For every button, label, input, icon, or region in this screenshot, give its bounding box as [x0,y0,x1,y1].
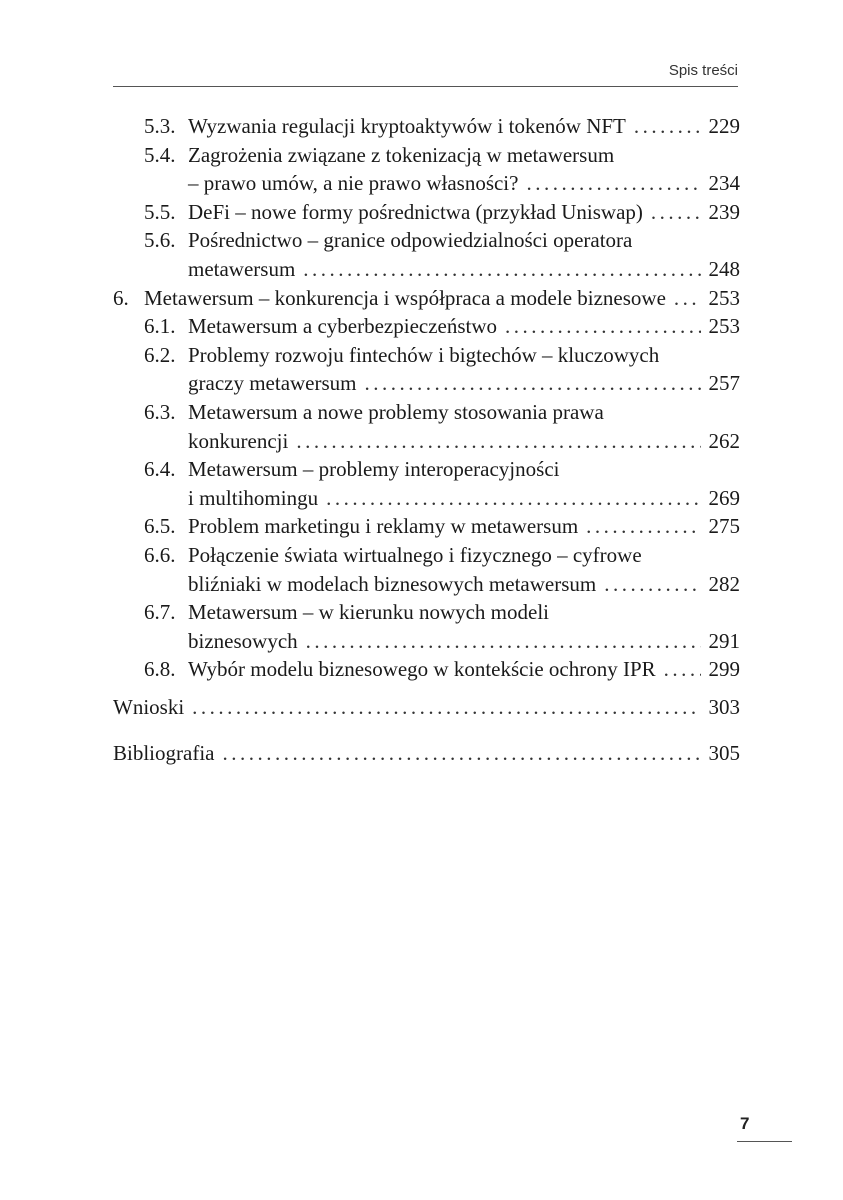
toc-line [113,284,740,313]
toc-leader-dots [365,369,701,398]
toc-entry-title: konkurencji [188,428,289,453]
footer-rule [737,1141,792,1142]
toc-number: 6.3. [144,399,176,424]
page-number: 7 [740,1114,750,1133]
toc-line [113,198,740,227]
toc-entry-title: – prawo umów, a nie prawo własności? [188,171,519,196]
toc-page-number: 253 [708,285,740,310]
toc-entry-title: Problemy rozwoju fintechów i bigtechów – kluczowych [188,342,660,367]
toc-number: 6.6. [144,542,176,567]
toc-number: 6.5. [144,514,176,539]
toc-page-number: 248 [708,256,740,281]
toc-leader-dots [192,693,700,722]
toc-line [113,570,740,599]
toc-line [113,169,740,198]
toc-number: 6.2. [144,342,176,367]
toc-line [113,541,740,570]
table-of-contents [113,112,740,777]
toc-line [113,369,740,398]
toc-entry-title: Problem marketingu i reklamy w metawersum [188,514,579,539]
toc-entry-title: metawersum [188,256,296,281]
toc-number: 6. [113,285,129,310]
toc-entry-title: Zagrożenia związane z tokenizacją w metawersum [188,142,615,167]
toc-entry-title: Metawersum – problemy interoperacyjności [188,457,560,482]
toc-entry-title: Połączenie świata wirtualnego i fizycznego – cyfrowe [188,542,642,567]
toc-line [113,398,740,427]
toc-line [113,312,740,341]
toc-entry-title: DeFi – nowe formy pośrednictwa (przykład Uniswap) [188,199,643,224]
toc-leader-dots [674,284,701,313]
toc-page-number: 234 [708,171,740,196]
toc-leader-dots [306,627,701,656]
toc-line [113,627,740,656]
toc-leader-dots [326,484,700,513]
toc-leader-dots [303,255,700,284]
toc-number: 6.4. [144,457,176,482]
toc-number: 6.1. [144,314,176,339]
toc-line [113,255,740,284]
toc-entry-title: Pośrednictwo – granice odpowiedzialności operatora [188,228,633,253]
toc-leader-dots [222,739,700,768]
toc-leader-dots [634,112,701,141]
toc-number: 6.8. [144,657,176,682]
toc-page-number: 291 [708,628,740,653]
toc-leader-dots [651,198,701,227]
toc-leader-dots [526,169,700,198]
toc-number: 6.7. [144,600,176,625]
toc-entry-title: Wyzwania regulacji kryptoaktywów i tokenów NFT [188,114,626,138]
toc-line [113,739,740,768]
toc-page-number: 269 [708,485,740,510]
toc-page-number: 229 [708,114,740,138]
toc-entry-title: Bibliografia [113,741,215,766]
toc-page-number: 282 [708,571,740,596]
toc-number: 5.3. [144,114,176,138]
toc-page-number: 257 [708,371,740,396]
toc-leader-dots [604,570,700,599]
toc-entry-title: Wybór modelu biznesowego w kontekście ochrony IPR [188,657,656,682]
toc-line [113,455,740,484]
toc-page-number: 303 [708,694,740,719]
toc-gap [113,730,740,739]
toc-entry-title: bliźniaki w modelach biznesowych metawersum [188,571,597,596]
toc-line [113,484,740,513]
toc-line [113,512,740,541]
toc-entry-title: i multihomingu [188,485,319,510]
header-rule [113,86,738,87]
toc-entry-title: graczy metawersum [188,371,357,396]
toc-leader-dots [664,655,701,684]
toc-line [113,141,740,170]
toc-leader-dots [296,427,700,456]
toc-line [113,427,740,456]
toc-page-number: 299 [708,657,740,682]
toc-entry-title: biznesowych [188,628,298,653]
toc-number: 5.6. [144,228,176,253]
toc-entry-title: Wnioski [113,694,185,719]
toc-line [113,693,740,722]
toc-number: 5.5. [144,199,176,224]
toc-line [113,112,740,141]
toc-line [113,598,740,627]
toc-page-number: 305 [708,741,740,766]
toc-entry-title: Metawersum a cyberbezpieczeństwo [188,314,498,339]
running-head: Spis treści [668,62,738,79]
toc-gap [113,684,740,693]
toc-page-number: 253 [708,314,740,339]
toc-leader-dots [586,512,700,541]
toc-page-number: 275 [708,514,740,539]
toc-gap [113,721,740,730]
toc-page-number: 262 [708,428,740,453]
toc-number: 5.4. [144,142,176,167]
toc-entry-title: Metawersum – konkurencja i współpraca a modele biznesowe [144,285,666,310]
toc-gap [113,768,740,777]
toc-entry-title: Metawersum – w kierunku nowych modeli [188,600,550,625]
toc-line [113,226,740,255]
toc-page-number: 239 [708,199,740,224]
toc-line [113,655,740,684]
toc-leader-dots [505,312,700,341]
toc-line [113,341,740,370]
toc-entry-title: Metawersum a nowe problemy stosowania prawa [188,399,604,424]
